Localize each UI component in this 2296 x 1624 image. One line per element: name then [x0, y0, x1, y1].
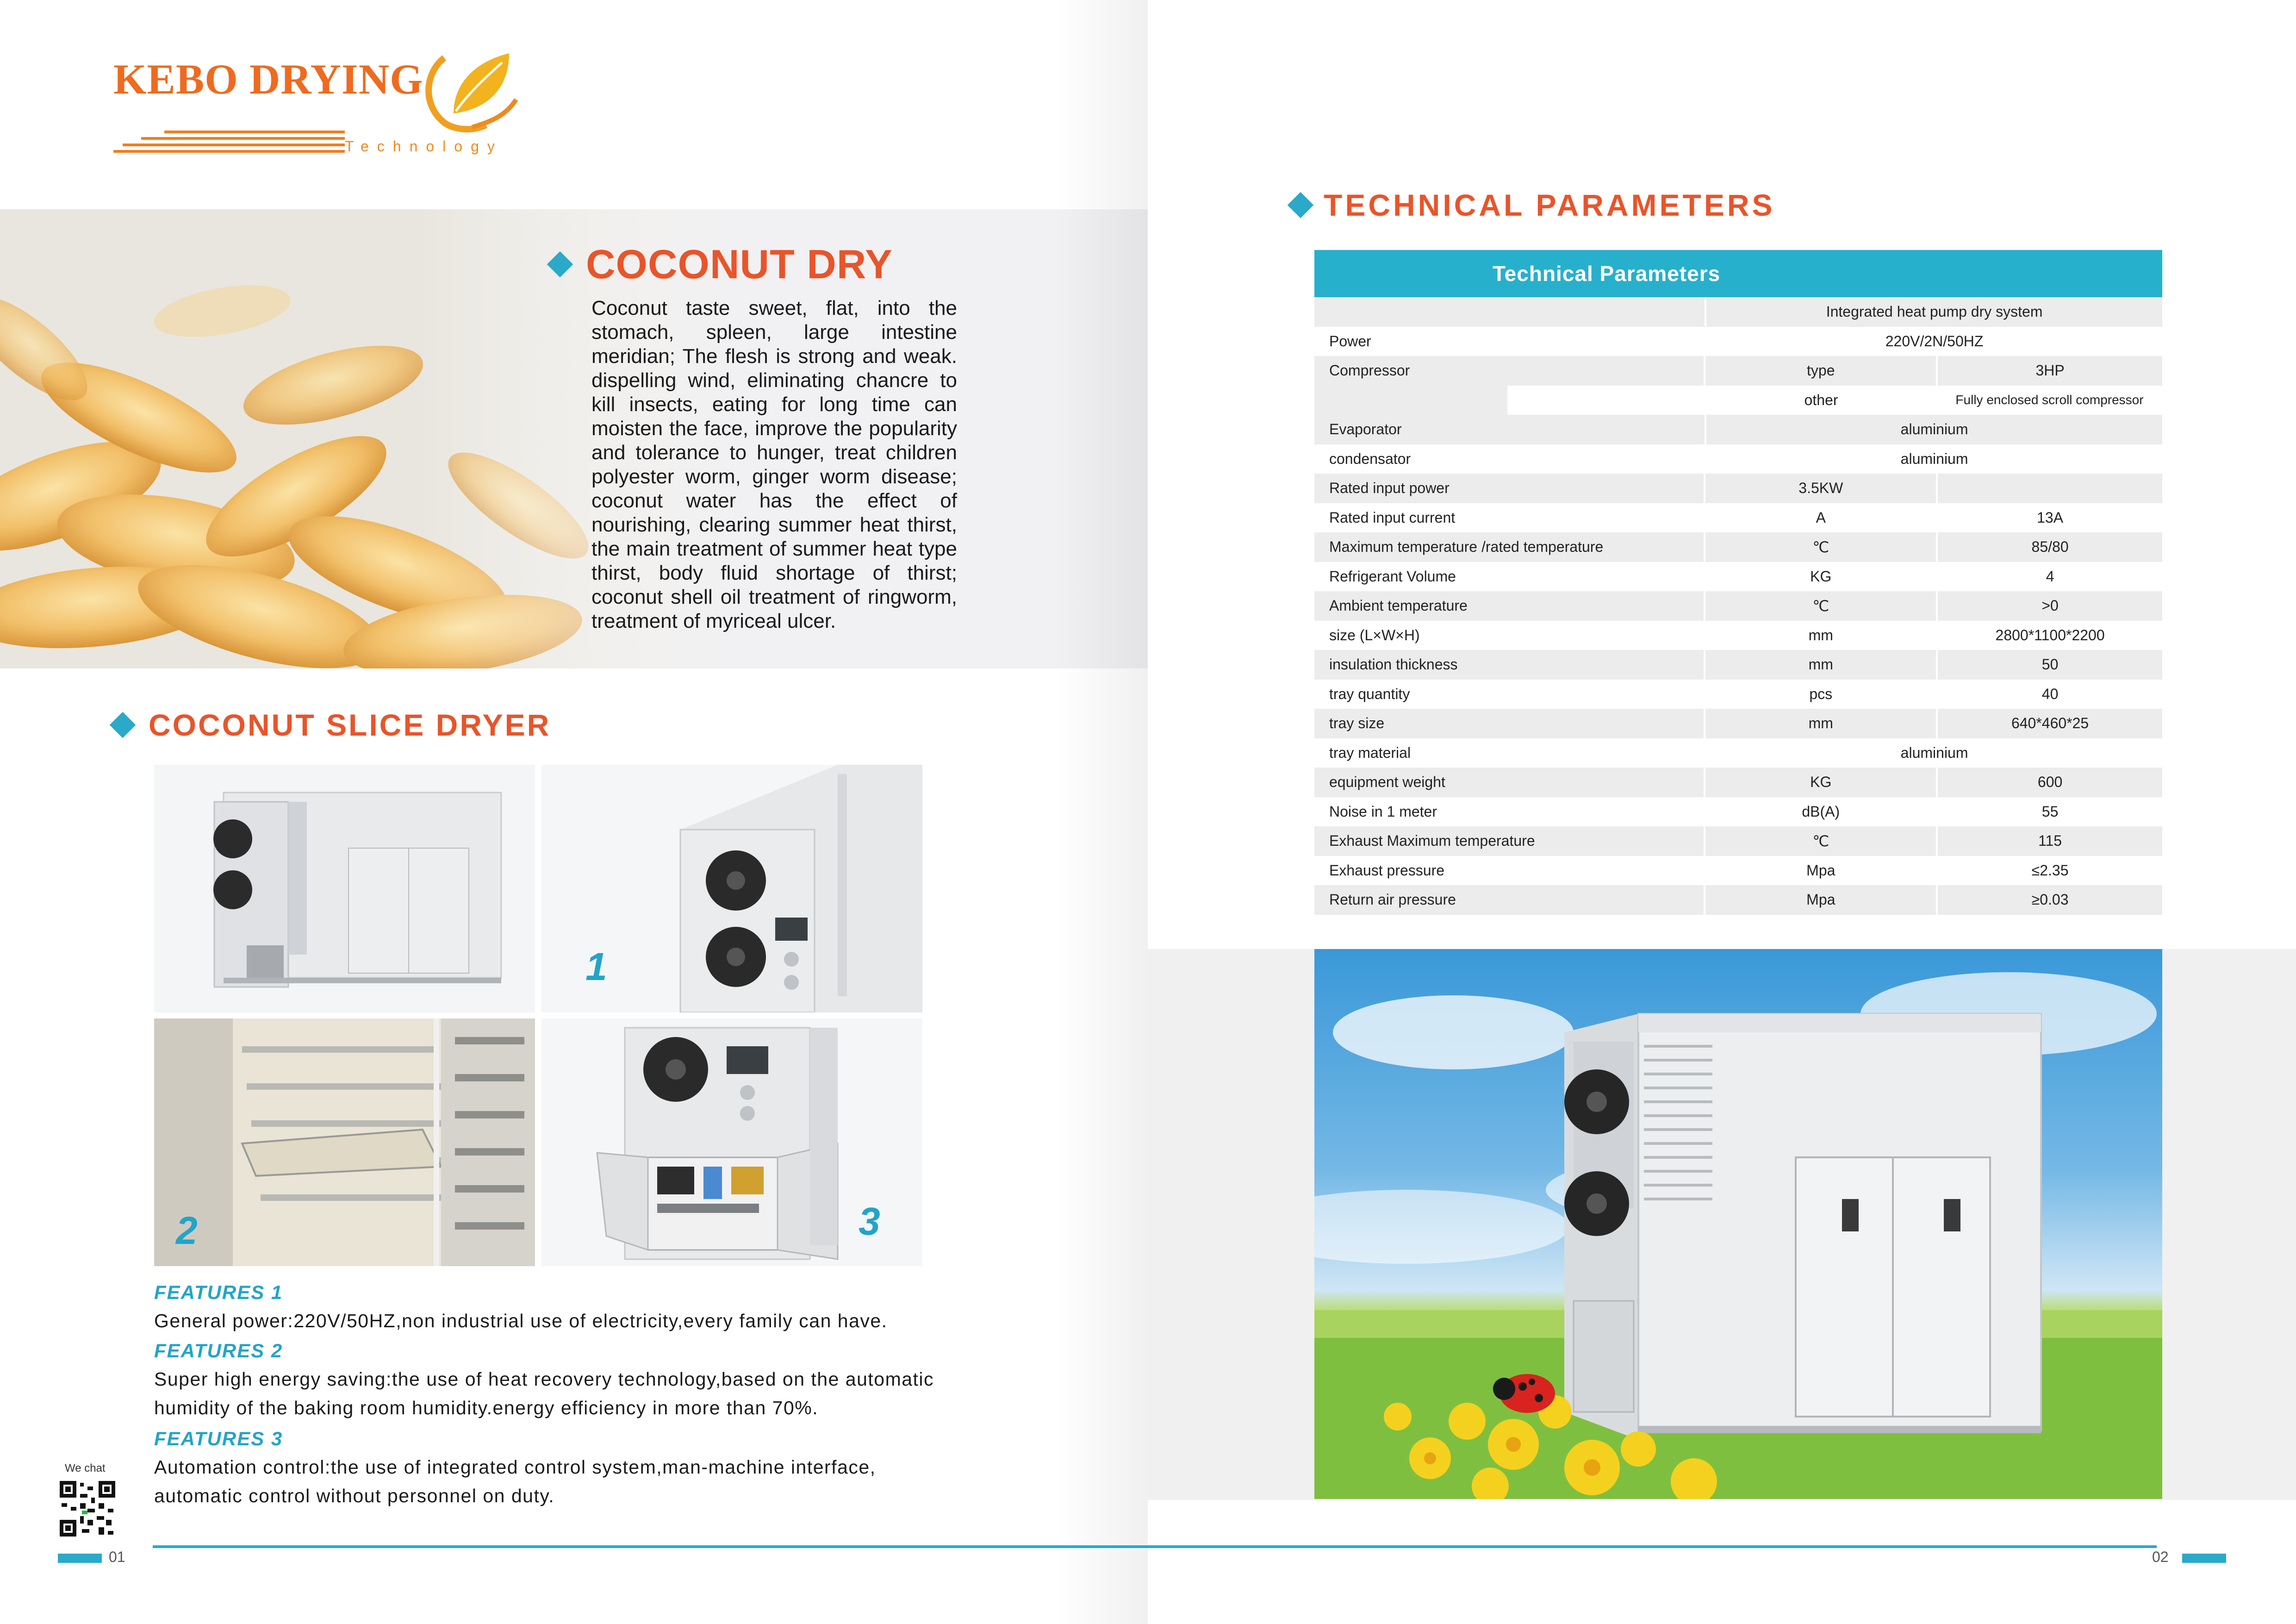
param-value: 13A [1936, 503, 2162, 533]
param-unit: KG [1704, 562, 1936, 592]
param-unit: pcs [1704, 680, 1936, 709]
param-value: 85/80 [1936, 532, 2162, 562]
param-name: Evaporator [1329, 421, 1402, 438]
coconut-slice-dryer-title: COCONUT SLICE DRYER [149, 708, 551, 742]
param-value: 640*460*25 [1936, 709, 2162, 738]
table-row [1314, 297, 2162, 327]
footer-tab-left [58, 1554, 102, 1563]
qr-code-icon [58, 1479, 117, 1538]
param-name: Maximum temperature /rated temperature [1329, 538, 1604, 556]
param-value: ≥0.03 [1936, 885, 2162, 915]
param-name: Power [1329, 332, 1371, 350]
param-name: Compressor [1329, 362, 1410, 379]
param-unit: ℃ [1704, 826, 1936, 856]
param-unit: type [1704, 356, 1936, 386]
footer-tab-right [2182, 1554, 2226, 1563]
table-row [1314, 797, 2162, 827]
param-name: tray size [1329, 715, 1385, 732]
spine-shadow [1055, 0, 1148, 1624]
param-value: >0 [1936, 591, 2162, 621]
param-value: 50 [1936, 650, 2162, 680]
table-row [1314, 768, 2162, 797]
table-header [1314, 250, 2162, 297]
param-value: aluminium [1705, 444, 2162, 474]
param-value: 4 [1936, 562, 2162, 592]
param-name: Rated input current [1329, 509, 1456, 526]
table-row [1314, 474, 2162, 503]
param-value: 40 [1936, 680, 2162, 709]
footer-divider [153, 1545, 2157, 1548]
param-name: Ambient temperature [1329, 597, 1468, 614]
table-row [1314, 621, 2162, 650]
param-unit: KG [1704, 768, 1936, 797]
technical-parameters-heading [1291, 187, 1775, 223]
diamond-bullet-icon [1288, 192, 1314, 219]
feature-1-text: General power:220V/50HZ,non industrial use of electricity,every family can have. [154, 1310, 888, 1331]
param-name: tray quantity [1329, 685, 1410, 702]
table-row [1314, 532, 2162, 562]
param-value: 3HP [1936, 356, 2162, 386]
brand-logo-tagline: Technology [345, 138, 503, 155]
feature-3-heading: FEATURES 3 [154, 1428, 283, 1449]
param-name: Exhaust Maximum temperature [1329, 832, 1535, 849]
system-label: Integrated heat pump dry system [1705, 297, 2162, 327]
diamond-bullet-icon [547, 251, 573, 278]
param-value: Fully enclosed scroll compressor [1937, 386, 2162, 415]
param-value: 600 [1936, 768, 2162, 797]
feature-2-text: Super high energy saving:the use of heat recovery technology,based on the automatic humidity of the baking room humidity.energy efficiency in more than 70%. [154, 1368, 934, 1418]
coconut-dry-title: COCONUT DRY [586, 241, 893, 287]
table-row [1314, 327, 2162, 356]
param-value: aluminium [1705, 738, 2162, 768]
param-name: equipment weight [1329, 774, 1445, 791]
page-number-right: 02 [2152, 1549, 2169, 1565]
feature-3-text: Automation control:the use of integrated control system,man-machine interface, automatic control without personnel on duty. [154, 1456, 876, 1506]
param-unit: mm [1704, 709, 1936, 738]
table-row [1314, 386, 2162, 415]
table-row [1314, 356, 2162, 386]
feature-1-heading: FEATURES 1 [154, 1281, 283, 1303]
technical-parameters-title: TECHNICAL PARAMETERS [1324, 188, 1775, 222]
table-row [1314, 885, 2162, 915]
technical-parameters-table [1314, 250, 2162, 915]
logo-stripes-icon [113, 131, 345, 159]
right-page-bottom [1148, 1500, 2296, 1624]
param-value: ≤2.35 [1936, 856, 2162, 886]
param-name: size (L×W×H) [1329, 626, 1420, 643]
table-row [1314, 503, 2162, 533]
table-row [1314, 650, 2162, 680]
param-value: 55 [1936, 797, 2162, 827]
table-row [1314, 680, 2162, 709]
photo-number-1: 1 [585, 945, 607, 988]
param-value [1936, 474, 2162, 503]
param-unit: mm [1704, 621, 1936, 650]
table-row [1314, 826, 2162, 856]
dryer-front-photo [154, 765, 535, 1012]
table-row [1314, 591, 2162, 621]
diamond-bullet-icon [110, 712, 136, 738]
param-value: 2800*1100*2200 [1936, 621, 2162, 650]
table-row [1314, 415, 2162, 444]
param-unit: other [1705, 386, 1937, 415]
param-name: Rated input power [1329, 480, 1450, 497]
table-title: Technical Parameters [1493, 262, 1721, 286]
leaf-logo-icon [417, 44, 521, 134]
param-name: Noise in 1 meter [1329, 803, 1437, 820]
dryer-field-scene-image [1314, 949, 2162, 1499]
param-name: Refrigerant Volume [1329, 568, 1456, 585]
param-unit: ℃ [1704, 591, 1936, 621]
param-value: 115 [1936, 826, 2162, 856]
param-unit: mm [1704, 650, 1936, 680]
param-unit: 3.5KW [1704, 474, 1936, 503]
photo-number-2: 2 [176, 1209, 198, 1252]
table-row [1314, 738, 2162, 768]
param-value: aluminium [1705, 415, 2162, 444]
param-unit: dB(A) [1704, 797, 1936, 827]
param-name: condensator [1329, 450, 1411, 467]
param-unit: Mpa [1704, 856, 1936, 886]
wechat-label: We chat [65, 1462, 106, 1474]
coconut-dry-heading [551, 241, 893, 288]
param-name: Exhaust pressure [1329, 862, 1445, 879]
feature-2-heading: FEATURES 2 [154, 1340, 283, 1362]
coconut-description: Coconut taste sweet, flat, into the stomach, spleen, large intestine meridian; The flesh is strong and weak. dispelling wind, eliminating chancre to kill insects, eating for long time can moisten the face, improve the popularity and tolerance to hunger, treat children polyester worm, ginger worm disease; coconut water has the effect of nourishing, clearing summer heat thirst, the main treatment of summer heat type thirst, body fluid shortage of thirst; coconut shell oil treatment of ringworm, treatment of myriceal ulcer. [591, 297, 957, 632]
table-row [1314, 444, 2162, 474]
param-unit: ℃ [1704, 532, 1936, 562]
param-name: tray material [1329, 744, 1411, 761]
param-unit: Mpa [1704, 885, 1936, 915]
param-name: insulation thickness [1329, 656, 1458, 673]
param-name: Return air pressure [1329, 891, 1456, 908]
table-row [1314, 856, 2162, 886]
page-number-left: 01 [109, 1549, 125, 1565]
table-row [1314, 562, 2162, 592]
photo-number-3: 3 [859, 1199, 880, 1243]
brand-logo-text: KEBO DRYING [113, 56, 423, 103]
param-value: 220V/2N/50HZ [1705, 327, 2162, 356]
coconut-slice-dryer-heading [113, 707, 551, 743]
dryer-interior-photo [154, 1018, 535, 1266]
param-unit: A [1704, 503, 1936, 533]
table-row [1314, 709, 2162, 738]
